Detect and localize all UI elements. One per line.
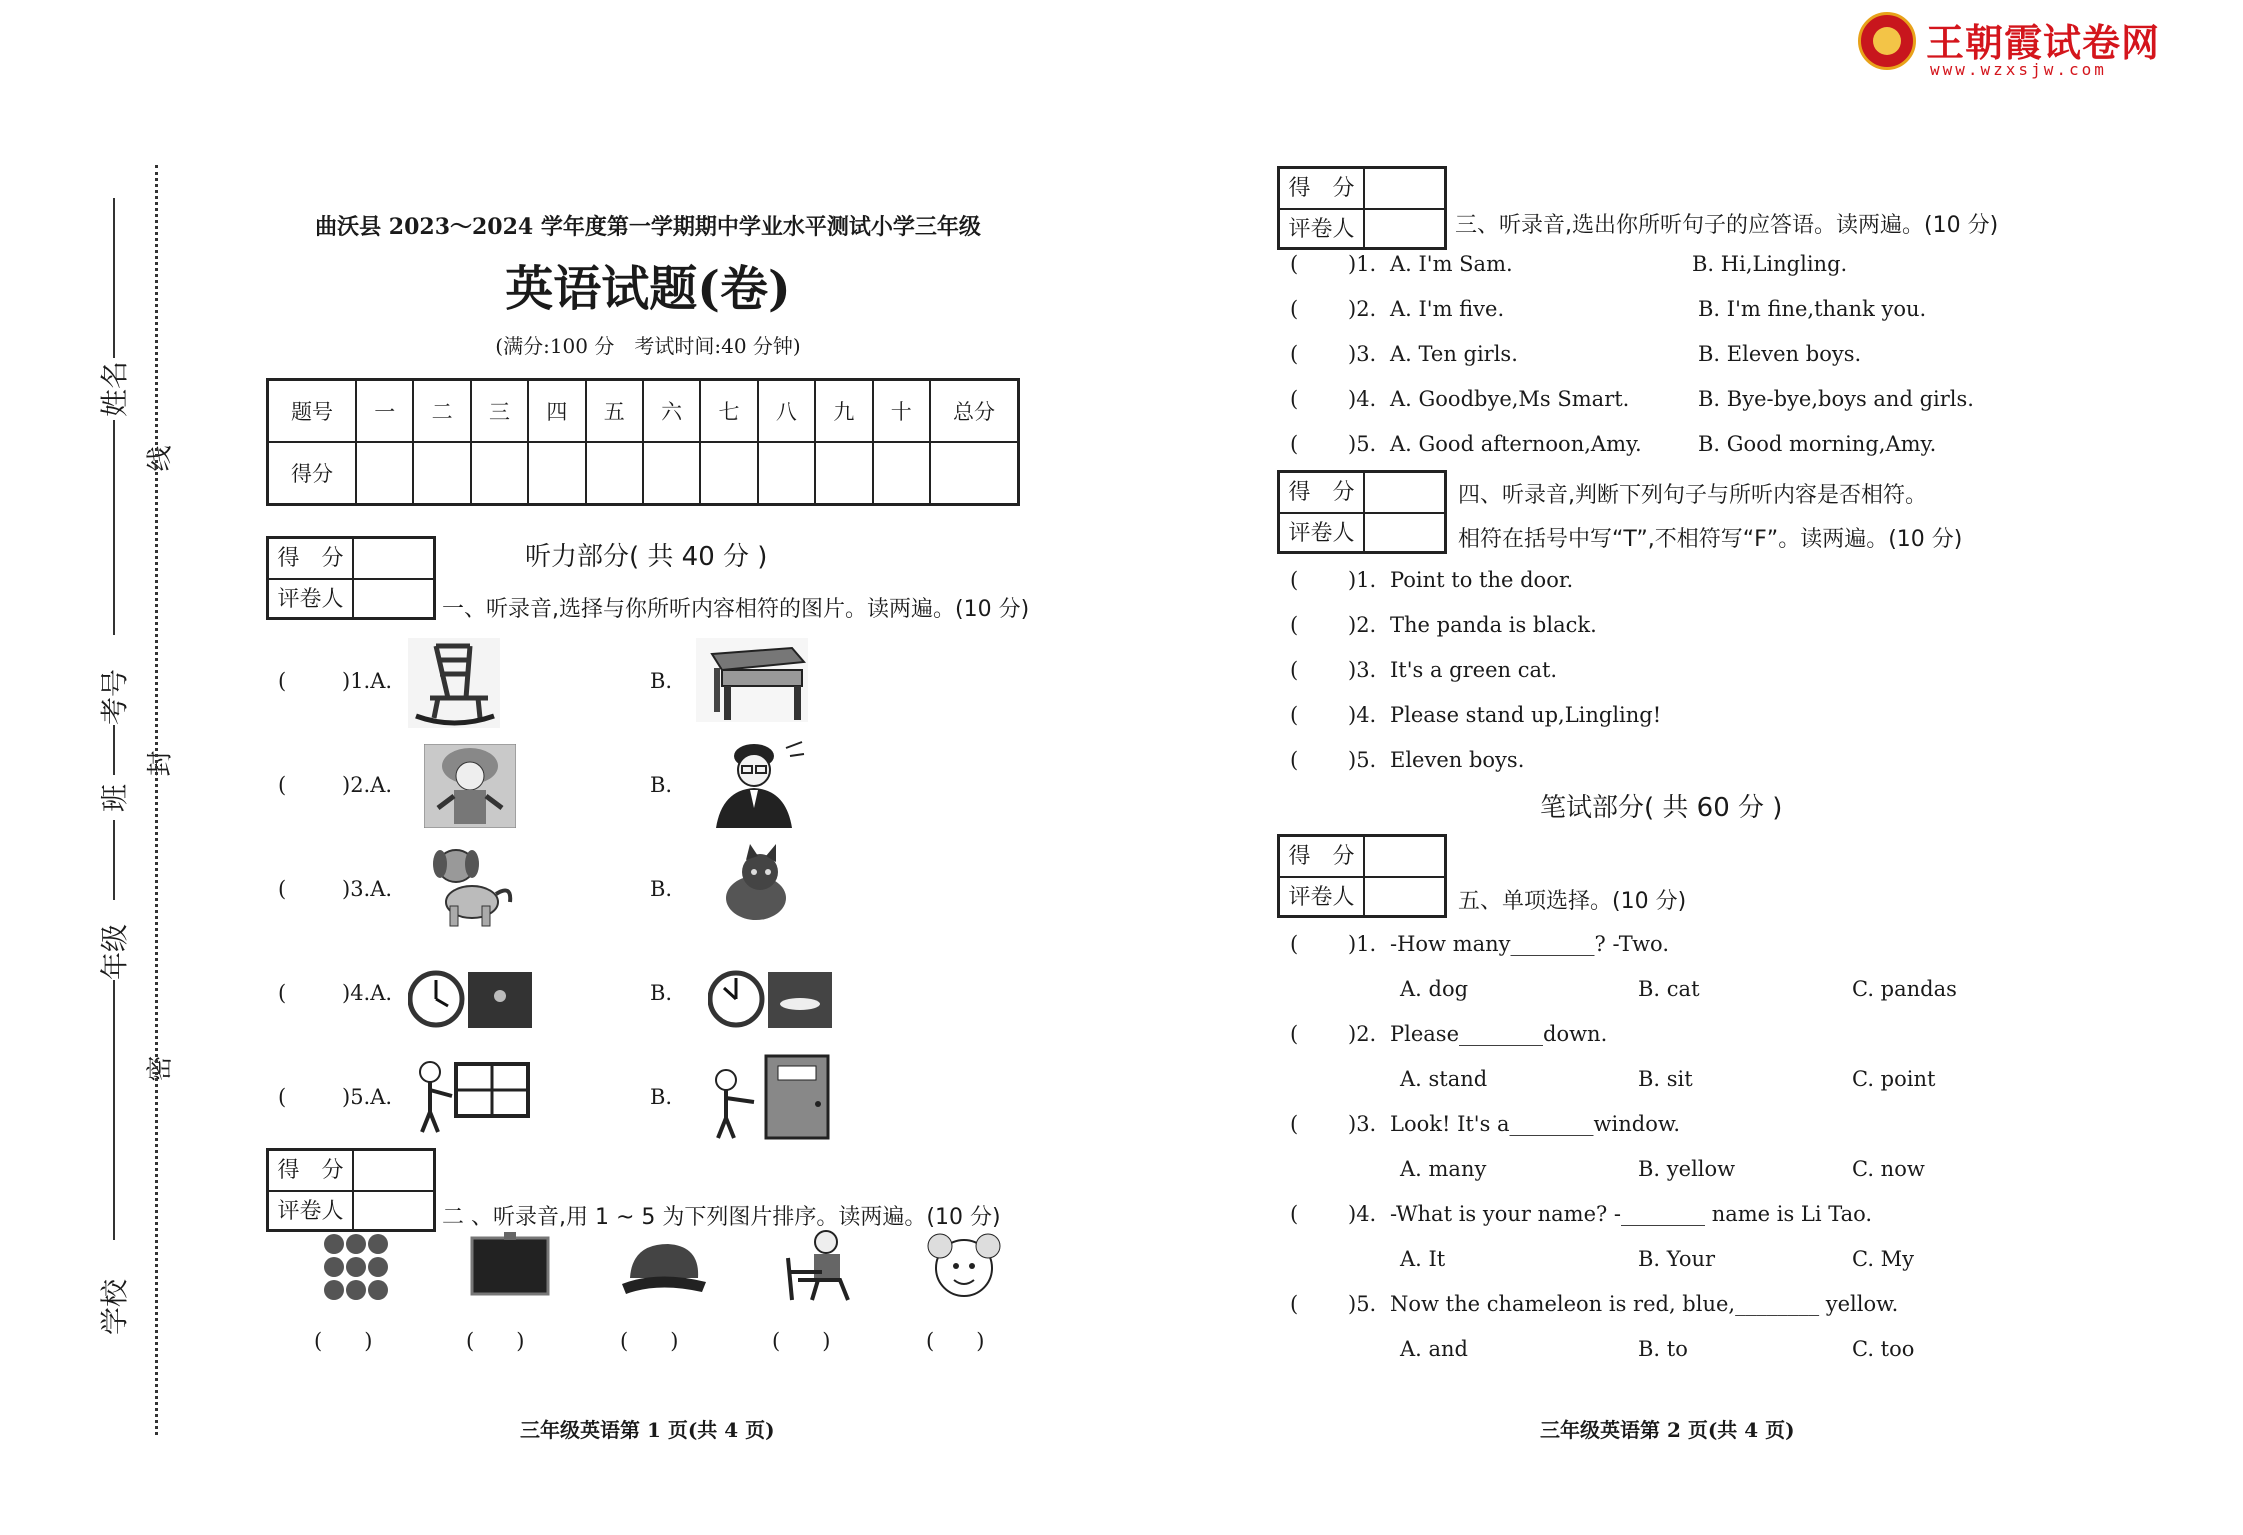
part5-items <box>1290 932 2050 1372</box>
option-b: B. Eleven boys. <box>1698 342 1862 366</box>
scorebox-grader-label: 评卷人 <box>269 580 354 619</box>
col-total: 总分 <box>930 380 1019 443</box>
row-label-question: 题号 <box>268 380 357 443</box>
scorebox-score-value[interactable] <box>1365 473 1444 512</box>
score-table-score-row <box>268 442 1019 505</box>
paren-open: ( <box>1290 658 1299 682</box>
option-a: A. Good afternoon,Amy. <box>1390 432 1642 456</box>
part5-title: 五、单项选择。(10 分) <box>1458 889 1687 914</box>
scorebox-grader-value[interactable] <box>1365 514 1444 553</box>
scorebox-grader-value[interactable] <box>1365 878 1444 917</box>
scorebox-part4 <box>1277 470 1447 554</box>
margin-class-label: 班 <box>98 784 131 813</box>
score-cell[interactable] <box>930 442 1019 505</box>
scorebox-score-value[interactable] <box>1365 837 1444 876</box>
writing-heading: 笔试部分( 共 60 分 ) <box>1540 793 1783 823</box>
sentence: It's a green cat. <box>1390 658 1558 682</box>
order-blank-5[interactable]: ( ) <box>926 1329 985 1353</box>
order-blank-2[interactable]: ( ) <box>466 1329 525 1353</box>
margin-school-label: 学校 <box>98 1278 131 1335</box>
scorebox-score-label: 得 分 <box>269 539 354 578</box>
score-cell[interactable] <box>356 442 413 505</box>
examno-line <box>113 420 115 635</box>
clock-night-picture <box>408 966 534 1032</box>
col-8: 八 <box>758 380 815 443</box>
paren-open: ( <box>278 877 287 901</box>
scorebox-score-label: 得 分 <box>1280 169 1365 208</box>
option-a: A. I'm five. <box>1390 297 1505 321</box>
score-cell[interactable] <box>471 442 528 505</box>
margin-name-label: 姓名 <box>98 360 131 417</box>
scorebox-score-label: 得 分 <box>269 1151 354 1190</box>
desk-picture <box>696 638 808 722</box>
seal-secret-label: 密 <box>145 1055 176 1082</box>
choice-a: A. It <box>1400 1247 1446 1271</box>
scorebox-grader-value[interactable] <box>1365 210 1444 249</box>
watermark-logo <box>1858 10 2188 80</box>
paren-open: ( <box>1290 932 1299 956</box>
listening-heading: 听力部分( 共 40 分 ) <box>525 542 768 572</box>
choice-a: A. stand <box>1400 1067 1488 1091</box>
order-blank-4[interactable]: ( ) <box>772 1329 831 1353</box>
girl-face-picture <box>924 1228 1004 1304</box>
part3-items <box>1290 252 2050 472</box>
point-window-picture <box>412 1056 532 1136</box>
item-number: )5. <box>1348 1292 1377 1316</box>
item-number: )1. <box>1348 568 1377 592</box>
col-5: 五 <box>586 380 643 443</box>
score-cell[interactable] <box>700 442 757 505</box>
name-line <box>113 198 115 358</box>
seal-seal-label: 封 <box>145 750 176 777</box>
order-blank-3[interactable]: ( ) <box>620 1329 679 1353</box>
score-table-header-row <box>268 380 1019 443</box>
sentence: Please stand up,Lingling! <box>1390 703 1662 727</box>
paren-open: ( <box>278 773 287 797</box>
option-b-label: B. <box>650 981 673 1005</box>
paren-open: ( <box>278 981 287 1005</box>
item-number: )5. <box>1348 432 1377 456</box>
margin-examno-label: 考号 <box>98 668 131 725</box>
score-table <box>266 378 1020 506</box>
choice-a: A. dog <box>1400 977 1469 1001</box>
score-cell[interactable] <box>758 442 815 505</box>
item-number: )2. <box>1348 613 1377 637</box>
grandma-picture <box>424 744 516 828</box>
scorebox-grader-label: 评卷人 <box>1280 514 1365 553</box>
paren-open: ( <box>1290 252 1299 276</box>
paren-open: ( <box>1290 342 1299 366</box>
option-b: B. I'm fine,thank you. <box>1698 297 1927 321</box>
paren-open: ( <box>1290 432 1299 456</box>
scorebox-grader-label: 评卷人 <box>1280 878 1365 917</box>
scorebox-score-label: 得 分 <box>1280 473 1365 512</box>
score-cell[interactable] <box>643 442 700 505</box>
item-number: )1.A. <box>342 669 393 693</box>
choice-c: C. My <box>1852 1247 1915 1271</box>
score-cell[interactable] <box>528 442 585 505</box>
sentence: The panda is black. <box>1390 613 1597 637</box>
scorebox-part1 <box>266 536 436 620</box>
part1-title: 一、听录音,选择与你所听内容相符的图片。读两遍。(10 分) <box>442 597 1030 622</box>
part4-items <box>1290 568 2050 788</box>
paren-open: ( <box>1290 748 1299 772</box>
scorebox-grader-value[interactable] <box>354 580 433 619</box>
score-cell[interactable] <box>815 442 872 505</box>
choice-b: B. sit <box>1638 1067 1693 1091</box>
option-a: A. I'm Sam. <box>1390 252 1513 276</box>
teacher-picture <box>706 738 806 828</box>
paren-open: ( <box>1290 703 1299 727</box>
option-a: A. Ten girls. <box>1390 342 1518 366</box>
question: -How many________? -Two. <box>1390 932 1669 956</box>
paren-open: ( <box>1290 1202 1299 1226</box>
col-7: 七 <box>700 380 757 443</box>
item-number: )2. <box>1348 1022 1377 1046</box>
class-line-a <box>113 725 115 775</box>
option-b: B. Hi,Lingling. <box>1692 252 1848 276</box>
option-b: B. Bye-bye,boys and girls. <box>1698 387 1974 411</box>
paren-open: ( <box>278 1085 287 1109</box>
choice-b: B. to <box>1638 1337 1688 1361</box>
choice-a: A. many <box>1400 1157 1487 1181</box>
choice-b: B. yellow <box>1638 1157 1736 1181</box>
item-number: )1. <box>1348 932 1377 956</box>
item-number: )3. <box>1348 658 1377 682</box>
scorebox-part5 <box>1277 834 1447 918</box>
choice-b: B. cat <box>1638 977 1700 1001</box>
paren-open: ( <box>1290 297 1299 321</box>
order-blank-1[interactable]: ( ) <box>314 1329 373 1353</box>
scorebox-score-label: 得 分 <box>1280 837 1365 876</box>
paren-open: ( <box>1290 387 1299 411</box>
col-2: 二 <box>413 380 470 443</box>
seal-line-label: 线 <box>145 445 176 472</box>
paren-open: ( <box>1290 1292 1299 1316</box>
scorebox-score-value[interactable] <box>1365 169 1444 208</box>
binding-dotted-line <box>155 165 158 1435</box>
item-number: )1. <box>1348 252 1377 276</box>
col-4: 四 <box>528 380 585 443</box>
scorebox-grader-value[interactable] <box>354 1192 433 1231</box>
class-line-b <box>113 820 115 900</box>
point-door-picture <box>708 1052 834 1140</box>
question: -What is your name? -________ name is Li Tao. <box>1390 1202 1873 1226</box>
cat-picture <box>716 842 796 926</box>
option-b-label: B. <box>650 773 673 797</box>
choice-b: B. Your <box>1638 1247 1716 1271</box>
page1-footer: 三年级英语第 1 页(共 4 页) <box>520 1418 775 1442</box>
grade-line <box>113 980 115 1240</box>
item-number: )5.A. <box>342 1085 393 1109</box>
clock-morning-picture <box>708 966 834 1032</box>
scorebox-part3 <box>1277 166 1447 250</box>
option-b-label: B. <box>650 877 673 901</box>
paren-open: ( <box>1290 568 1299 592</box>
part4-title-line2: 相符在括号中写“T”,不相符写“F”。读两遍。(10 分) <box>1458 527 1963 552</box>
page2-footer: 三年级英语第 2 页(共 4 页) <box>1540 1418 1795 1442</box>
part1-items <box>278 632 878 1152</box>
col-10: 十 <box>873 380 930 443</box>
score-cell[interactable] <box>413 442 470 505</box>
scorebox-score-value[interactable] <box>354 539 433 578</box>
paren-open: ( <box>1290 613 1299 637</box>
blackboard-picture <box>470 1232 550 1300</box>
exam-subtitle: 曲沃县 2023～2024 学年度第一学期期中学业水平测试小学三年级 <box>315 214 981 240</box>
cap-picture <box>618 1238 710 1300</box>
scorebox-grader-label: 评卷人 <box>1280 210 1365 249</box>
question: Now the chameleon is red, blue,________ yellow. <box>1390 1292 1899 1316</box>
score-cell[interactable] <box>586 442 643 505</box>
item-number: )4. <box>1348 387 1377 411</box>
item-number: )3.A. <box>342 877 393 901</box>
item-number: )2. <box>1348 297 1377 321</box>
part2-title: 二 、听录音,用 1 ~ 5 为下列图片排序。读两遍。(10 分) <box>442 1205 1001 1230</box>
exam-info: (满分:100 分 考试时间:40 分钟) <box>495 334 801 358</box>
option-a: A. Goodbye,Ms Smart. <box>1390 387 1630 411</box>
option-b-label: B. <box>650 669 673 693</box>
scorebox-part2 <box>266 1148 436 1232</box>
row-label-score: 得分 <box>268 442 357 505</box>
question: Please________down. <box>1390 1022 1608 1046</box>
dog-picture <box>426 844 514 928</box>
item-number: )2.A. <box>342 773 393 797</box>
part4-title-line1: 四、听录音,判断下列句子与所听内容是否相符。 <box>1458 483 1927 508</box>
choice-c: C. pandas <box>1852 977 1957 1001</box>
scorebox-grader-label: 评卷人 <box>269 1192 354 1231</box>
emblem-icon <box>1858 12 1916 70</box>
paren-open: ( <box>1290 1022 1299 1046</box>
item-number: )4. <box>1348 1202 1377 1226</box>
exam-title: 英语试题(卷) <box>505 261 791 317</box>
col-9: 九 <box>815 380 872 443</box>
choice-a: A. and <box>1400 1337 1469 1361</box>
col-6: 六 <box>643 380 700 443</box>
part3-title: 三、听录音,选出你所听句子的应答语。读两遍。(10 分) <box>1455 213 1999 238</box>
margin-grade-label: 年级 <box>98 923 131 980</box>
watermark-url: www.wzxsjw.com <box>1930 60 2107 79</box>
item-number: )3. <box>1348 342 1377 366</box>
col-3: 三 <box>471 380 528 443</box>
item-number: )4.A. <box>342 981 393 1005</box>
choice-c: C. too <box>1852 1337 1915 1361</box>
watermark-name: 王朝霞试卷网 <box>1926 21 2161 65</box>
option-b-label: B. <box>650 1085 673 1109</box>
paren-open: ( <box>1290 1112 1299 1136</box>
apples-picture <box>322 1232 390 1302</box>
option-b: B. Good morning,Amy. <box>1698 432 1937 456</box>
grandpa-chair-picture <box>778 1228 862 1302</box>
item-number: )5. <box>1348 748 1377 772</box>
choice-c: C. now <box>1852 1157 1925 1181</box>
item-number: )3. <box>1348 1112 1377 1136</box>
question: Look! It's a________window. <box>1390 1112 1681 1136</box>
score-cell[interactable] <box>873 442 930 505</box>
sentence: Point to the door. <box>1390 568 1574 592</box>
rocking-chair-picture <box>408 638 500 728</box>
col-1: 一 <box>356 380 413 443</box>
item-number: )4. <box>1348 703 1377 727</box>
choice-c: C. point <box>1852 1067 1936 1091</box>
paren-open: ( <box>278 669 287 693</box>
scorebox-score-value[interactable] <box>354 1151 433 1190</box>
sentence: Eleven boys. <box>1390 748 1525 772</box>
